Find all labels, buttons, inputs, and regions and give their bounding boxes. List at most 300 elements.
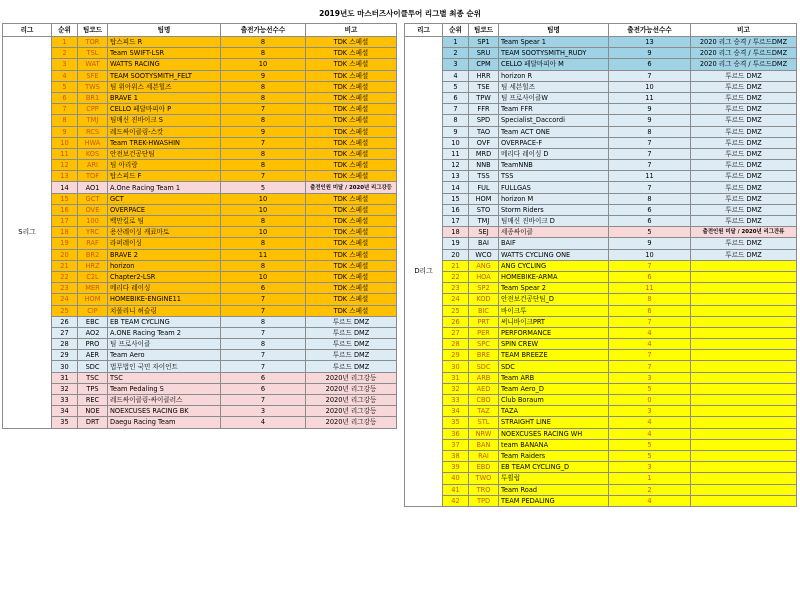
rank-cell: 9 — [52, 126, 78, 137]
rank-cell: 33 — [443, 395, 469, 406]
rank-cell: 34 — [443, 406, 469, 417]
table-row — [3, 81, 397, 92]
available-riders-cell: 11 — [609, 171, 691, 182]
table-row — [3, 92, 397, 103]
team-name-cell: WATTS CYCLING ONE — [499, 249, 609, 260]
available-riders-cell: 8 — [221, 238, 306, 249]
team-name-cell: 안전보건공단팀 — [108, 148, 221, 159]
rank-cell: 6 — [52, 92, 78, 103]
rank-cell: 10 — [52, 137, 78, 148]
rank-cell: 8 — [52, 115, 78, 126]
team-name-cell: PERFORMANCE — [499, 327, 609, 338]
note-cell: 2020년 리그강등 — [306, 406, 397, 417]
table-row — [405, 283, 797, 294]
table-row — [405, 450, 797, 461]
note-cell — [691, 327, 797, 338]
note-cell: 투르드 DMZ — [306, 339, 397, 350]
available-riders-cell: 9 — [221, 126, 306, 137]
team-name-cell: Club Boraum — [499, 395, 609, 406]
team-name-cell: 치폴리니 허슬링 — [108, 305, 221, 316]
header-available: 출전가능선수수 — [221, 24, 306, 37]
header-code: 팀코드 — [78, 24, 108, 37]
team-code-cell: TOF — [78, 171, 108, 182]
table-row — [405, 428, 797, 439]
team-name-cell: Team Spear 1 — [499, 37, 609, 48]
team-code-cell: TPW — [469, 92, 499, 103]
league-label: D리그 — [405, 37, 443, 507]
rank-cell: 32 — [52, 383, 78, 394]
team-code-cell: RAF — [78, 238, 108, 249]
team-name-cell: Team Pedaling S — [108, 383, 221, 394]
team-code-cell: REC — [78, 395, 108, 406]
team-name-cell: NOEXCUSES RACING WH — [499, 428, 609, 439]
team-code-cell: SPC — [469, 339, 499, 350]
team-code-cell: CPP — [78, 104, 108, 115]
note-cell: 투르드 DMZ — [691, 115, 797, 126]
note-cell: 2020년 리그강등 — [306, 383, 397, 394]
table-row — [3, 372, 397, 383]
rank-cell: 28 — [52, 339, 78, 350]
team-code-cell: SEJ — [469, 227, 499, 238]
team-code-cell: PRO — [78, 339, 108, 350]
team-code-cell: ARB — [469, 372, 499, 383]
available-riders-cell: 10 — [609, 81, 691, 92]
available-riders-cell: 8 — [221, 160, 306, 171]
rank-cell: 7 — [52, 104, 78, 115]
rank-cell: 20 — [443, 249, 469, 260]
rank-cell: 5 — [52, 81, 78, 92]
header-note: 비고 — [306, 24, 397, 37]
team-code-cell: CBO — [469, 395, 499, 406]
table-row — [405, 148, 797, 159]
note-cell: TDK 스페셜 — [306, 59, 397, 70]
team-name-cell: Team Road — [499, 484, 609, 495]
team-code-cell: AER — [78, 350, 108, 361]
rank-cell: 22 — [52, 271, 78, 282]
table-row — [405, 361, 797, 372]
available-riders-cell: 6 — [609, 216, 691, 227]
available-riders-cell: 7 — [609, 160, 691, 171]
team-name-cell: SDC — [499, 361, 609, 372]
rank-cell: 15 — [443, 193, 469, 204]
note-cell: TDK 스페셜 — [306, 294, 397, 305]
team-name-cell: 라퍼레이싱 — [108, 238, 221, 249]
note-cell: 투르드 DMZ — [691, 81, 797, 92]
team-name-cell: TeamNNB — [499, 160, 609, 171]
table-row — [3, 316, 397, 327]
team-code-cell: SRU — [469, 48, 499, 59]
team-code-cell: ARI — [78, 160, 108, 171]
available-riders-cell: 7 — [609, 148, 691, 159]
table-row — [3, 182, 397, 193]
available-riders-cell: 10 — [221, 204, 306, 215]
note-cell: 투르드 DMZ — [691, 104, 797, 115]
table-row — [405, 249, 797, 260]
available-riders-cell: 5 — [609, 439, 691, 450]
team-code-cell: TWO — [469, 473, 499, 484]
table-row — [405, 204, 797, 215]
available-riders-cell: 8 — [221, 81, 306, 92]
table-row — [405, 37, 797, 48]
team-code-cell: AO2 — [78, 327, 108, 338]
team-name-cell: horizon M — [499, 193, 609, 204]
note-cell: TDK 스페셜 — [306, 148, 397, 159]
team-name-cell: 백만킬로 팀 — [108, 216, 221, 227]
table-row — [405, 171, 797, 182]
available-riders-cell: 7 — [221, 104, 306, 115]
team-name-cell: horizon R — [499, 70, 609, 81]
team-code-cell: MER — [78, 283, 108, 294]
rank-cell: 9 — [443, 126, 469, 137]
team-name-cell: Chapter2-LSR — [108, 271, 221, 282]
available-riders-cell: 7 — [609, 137, 691, 148]
team-name-cell: 용산레이싱 캐료마토 — [108, 227, 221, 238]
team-name-cell: Team TREK-HWASHIN — [108, 137, 221, 148]
available-riders-cell: 8 — [221, 92, 306, 103]
table-row — [405, 417, 797, 428]
team-name-cell: 탑스피드 R — [108, 37, 221, 48]
team-code-cell: TOR — [78, 37, 108, 48]
team-code-cell: WAT — [78, 59, 108, 70]
table-row — [405, 193, 797, 204]
available-riders-cell: 7 — [609, 70, 691, 81]
available-riders-cell: 3 — [609, 462, 691, 473]
team-code-cell: EBD — [469, 462, 499, 473]
available-riders-cell: 7 — [609, 350, 691, 361]
available-riders-cell: 3 — [221, 406, 306, 417]
header-code: 팀코드 — [469, 24, 499, 37]
team-code-cell: OVF — [469, 137, 499, 148]
table-row — [3, 283, 397, 294]
note-cell: 투르드 DMZ — [691, 148, 797, 159]
available-riders-cell: 4 — [609, 327, 691, 338]
available-riders-cell: 10 — [609, 249, 691, 260]
rank-cell: 25 — [443, 305, 469, 316]
rank-cell: 36 — [443, 428, 469, 439]
table-row — [405, 160, 797, 171]
available-riders-cell: 7 — [609, 182, 691, 193]
note-cell — [691, 462, 797, 473]
table-row — [405, 271, 797, 282]
team-code-cell: CPM — [469, 59, 499, 70]
note-cell — [691, 495, 797, 506]
team-name-cell: NOEXCUSES RACING BK — [108, 406, 221, 417]
team-name-cell: HOMEBIKE-ARMA — [499, 271, 609, 282]
available-riders-cell: 11 — [609, 92, 691, 103]
team-name-cell: 써니바이크PRT — [499, 316, 609, 327]
rank-cell: 18 — [52, 227, 78, 238]
team-code-cell: FFR — [469, 104, 499, 115]
note-cell: TDK 스페셜 — [306, 283, 397, 294]
table-row — [405, 316, 797, 327]
rank-cell: 27 — [443, 327, 469, 338]
rank-cell: 16 — [52, 204, 78, 215]
table-row — [405, 260, 797, 271]
rank-cell: 25 — [52, 305, 78, 316]
available-riders-cell: 4 — [609, 417, 691, 428]
available-riders-cell: 7 — [221, 350, 306, 361]
note-cell: 2020년 리그강등 — [306, 395, 397, 406]
table-row — [405, 395, 797, 406]
note-cell: 투르드 DMZ — [691, 249, 797, 260]
team-name-cell: TSS — [499, 171, 609, 182]
team-name-cell: 법무법인 국민 자이언트 — [108, 361, 221, 372]
team-code-cell: BAI — [469, 238, 499, 249]
table-row — [3, 204, 397, 215]
note-cell: 2020년 리그강등 — [306, 372, 397, 383]
table-row — [405, 115, 797, 126]
team-code-cell: HOM — [469, 193, 499, 204]
team-name-cell: 세종싸이클 — [499, 227, 609, 238]
note-cell: TDK 스페셜 — [306, 193, 397, 204]
note-cell: 투르드 DMZ — [691, 92, 797, 103]
team-name-cell: TEAM SOOTYSMITH_FELT — [108, 70, 221, 81]
note-cell: 투르드 DMZ — [691, 238, 797, 249]
team-code-cell: SP2 — [469, 283, 499, 294]
team-code-cell: RCS — [78, 126, 108, 137]
header-league: 리그 — [3, 24, 52, 37]
note-cell — [691, 439, 797, 450]
league-label: S리그 — [3, 37, 52, 429]
available-riders-cell: 9 — [609, 238, 691, 249]
team-code-cell: EBC — [78, 316, 108, 327]
rank-cell: 34 — [52, 406, 78, 417]
available-riders-cell: 3 — [609, 372, 691, 383]
team-name-cell: A.One Racing Team 1 — [108, 182, 221, 193]
note-cell: 투르드 DMZ — [306, 350, 397, 361]
rank-cell: 13 — [443, 171, 469, 182]
table-row — [3, 395, 397, 406]
note-cell: 투르드 DMZ — [691, 137, 797, 148]
table-row — [3, 294, 397, 305]
team-code-cell: 100 — [78, 216, 108, 227]
team-name-cell: Daegu Racing Team — [108, 417, 221, 428]
team-code-cell: KOD — [469, 294, 499, 305]
available-riders-cell: 5 — [609, 450, 691, 461]
available-riders-cell: 6 — [609, 59, 691, 70]
available-riders-cell: 5 — [609, 227, 691, 238]
table-row — [3, 216, 397, 227]
team-code-cell: TWS — [78, 81, 108, 92]
table-row — [3, 37, 397, 48]
available-riders-cell: 7 — [221, 294, 306, 305]
rank-cell: 40 — [443, 473, 469, 484]
available-riders-cell: 8 — [609, 193, 691, 204]
table-row — [405, 495, 797, 506]
note-cell: 출전인원 미달 / 2020년 리그강등 — [306, 182, 397, 193]
note-cell — [691, 450, 797, 461]
team-name-cell: 팀 프로사이클W — [499, 92, 609, 103]
team-code-cell: DRT — [78, 417, 108, 428]
rank-cell: 5 — [443, 81, 469, 92]
available-riders-cell: 7 — [221, 395, 306, 406]
table-row — [405, 70, 797, 81]
available-riders-cell: 7 — [221, 305, 306, 316]
rank-cell: 21 — [443, 260, 469, 271]
note-cell: TDK 스페셜 — [306, 204, 397, 215]
rank-cell: 12 — [443, 160, 469, 171]
rank-cell: 37 — [443, 439, 469, 450]
rank-cell: 15 — [52, 193, 78, 204]
note-cell — [691, 473, 797, 484]
note-cell — [691, 260, 797, 271]
note-cell — [691, 395, 797, 406]
header-available: 출전가능선수수 — [609, 24, 691, 37]
rank-cell: 19 — [52, 238, 78, 249]
table-row — [3, 59, 397, 70]
available-riders-cell: 13 — [609, 37, 691, 48]
available-riders-cell: 11 — [609, 283, 691, 294]
d-league-table — [404, 23, 797, 507]
team-name-cell: Team FFR — [499, 104, 609, 115]
header-row — [405, 24, 797, 37]
team-code-cell: SFE — [78, 70, 108, 81]
available-riders-cell: 6 — [609, 305, 691, 316]
team-name-cell: TSC — [108, 372, 221, 383]
rank-cell: 14 — [443, 182, 469, 193]
team-name-cell: TAZA — [499, 406, 609, 417]
available-riders-cell: 4 — [221, 417, 306, 428]
team-code-cell: WCO — [469, 249, 499, 260]
available-riders-cell: 6 — [609, 271, 691, 282]
team-code-cell: TAZ — [469, 406, 499, 417]
rank-cell: 23 — [52, 283, 78, 294]
team-name-cell: SPIN CREW — [499, 339, 609, 350]
rank-cell: 35 — [52, 417, 78, 428]
available-riders-cell: 9 — [609, 115, 691, 126]
rank-cell: 33 — [52, 395, 78, 406]
note-cell: TDK 스페셜 — [306, 48, 397, 59]
rank-cell: 14 — [52, 182, 78, 193]
team-name-cell: 팀 아리랑 — [108, 160, 221, 171]
team-code-cell: TMJ — [469, 216, 499, 227]
team-code-cell: STL — [469, 417, 499, 428]
team-code-cell: SPD — [469, 115, 499, 126]
table-row — [405, 406, 797, 417]
team-name-cell: Team Aero — [108, 350, 221, 361]
available-riders-cell: 7 — [221, 327, 306, 338]
rank-cell: 24 — [443, 294, 469, 305]
rank-cell: 26 — [52, 316, 78, 327]
table-row — [405, 81, 797, 92]
rank-cell: 30 — [52, 361, 78, 372]
rank-cell: 13 — [52, 171, 78, 182]
table-row — [3, 104, 397, 115]
note-cell — [691, 383, 797, 394]
rank-cell: 10 — [443, 137, 469, 148]
team-name-cell: 팀 위아위스 세븐힐즈 — [108, 81, 221, 92]
team-name-cell: A.ONE Racing Team 2 — [108, 327, 221, 338]
team-code-cell: RAI — [469, 450, 499, 461]
team-name-cell: 팀매신 진바이크 D — [499, 216, 609, 227]
rank-cell: 4 — [443, 70, 469, 81]
note-cell — [691, 417, 797, 428]
page-title: 2019년도 마스터즈사이클투어 리그별 최종 순위 — [319, 9, 481, 18]
rank-cell: 17 — [52, 216, 78, 227]
table-row — [3, 148, 397, 159]
team-code-cell: C2L — [78, 271, 108, 282]
available-riders-cell: 9 — [609, 104, 691, 115]
team-code-cell: BAN — [469, 439, 499, 450]
note-cell: 투르드 DMZ — [691, 216, 797, 227]
note-cell — [691, 428, 797, 439]
team-code-cell: TRO — [469, 484, 499, 495]
team-code-cell: MRD — [469, 148, 499, 159]
rank-cell: 21 — [52, 260, 78, 271]
note-cell — [691, 339, 797, 350]
team-name-cell: ANG CYCLING — [499, 260, 609, 271]
note-cell: TDK 스페셜 — [306, 70, 397, 81]
table-row — [3, 406, 397, 417]
available-riders-cell: 7 — [609, 316, 691, 327]
team-code-cell: CIP — [78, 305, 108, 316]
team-code-cell: PER — [469, 327, 499, 338]
team-name-cell: STRAIGHT LINE — [499, 417, 609, 428]
rank-cell: 31 — [52, 372, 78, 383]
team-name-cell: Team SWIFT-LSR — [108, 48, 221, 59]
team-name-cell: OVERPACE-F — [499, 137, 609, 148]
note-cell: TDK 스페셜 — [306, 260, 397, 271]
available-riders-cell: 6 — [221, 372, 306, 383]
team-name-cell: team BANANA — [499, 439, 609, 450]
team-code-cell: SP1 — [469, 37, 499, 48]
note-cell: TDK 스페셜 — [306, 227, 397, 238]
table-row — [3, 238, 397, 249]
rank-cell: 11 — [52, 148, 78, 159]
team-code-cell: HWA — [78, 137, 108, 148]
rank-cell: 2 — [443, 48, 469, 59]
rank-cell: 29 — [443, 350, 469, 361]
rank-cell: 35 — [443, 417, 469, 428]
team-name-cell: 투휠럽 — [499, 473, 609, 484]
table-row — [3, 383, 397, 394]
team-name-cell: Storm Riders — [499, 204, 609, 215]
team-code-cell: TPS — [78, 383, 108, 394]
rank-cell: 17 — [443, 216, 469, 227]
available-riders-cell: 0 — [609, 395, 691, 406]
team-code-cell: PRT — [469, 316, 499, 327]
team-name-cell: 탑스피드 F — [108, 171, 221, 182]
header-league: 리그 — [405, 24, 443, 37]
team-code-cell: TPD — [469, 495, 499, 506]
note-cell: 투르드 DMZ — [306, 361, 397, 372]
table-row — [405, 216, 797, 227]
rank-cell: 8 — [443, 115, 469, 126]
rank-cell: 12 — [52, 160, 78, 171]
team-code-cell: ANG — [469, 260, 499, 271]
table-row — [405, 305, 797, 316]
rank-cell: 41 — [443, 484, 469, 495]
available-riders-cell: 9 — [609, 48, 691, 59]
note-cell: 투르드 DMZ — [691, 171, 797, 182]
available-riders-cell: 8 — [221, 37, 306, 48]
available-riders-cell: 8 — [609, 294, 691, 305]
team-code-cell: HOA — [469, 271, 499, 282]
note-cell: 2020년 리그강등 — [306, 417, 397, 428]
note-cell: 출전인원 미달 / 2020년 리그잔류 — [691, 227, 797, 238]
note-cell — [691, 372, 797, 383]
team-name-cell: 팀 프로사이클 — [108, 339, 221, 350]
table-row — [405, 383, 797, 394]
team-code-cell: TSE — [469, 81, 499, 92]
note-cell: TDK 스페셜 — [306, 249, 397, 260]
note-cell: 투르드 DMZ — [306, 327, 397, 338]
header-note: 비고 — [691, 24, 797, 37]
team-name-cell: WATTS RACING — [108, 59, 221, 70]
note-cell: TDK 스페셜 — [306, 81, 397, 92]
available-riders-cell: 11 — [221, 249, 306, 260]
available-riders-cell: 8 — [221, 148, 306, 159]
